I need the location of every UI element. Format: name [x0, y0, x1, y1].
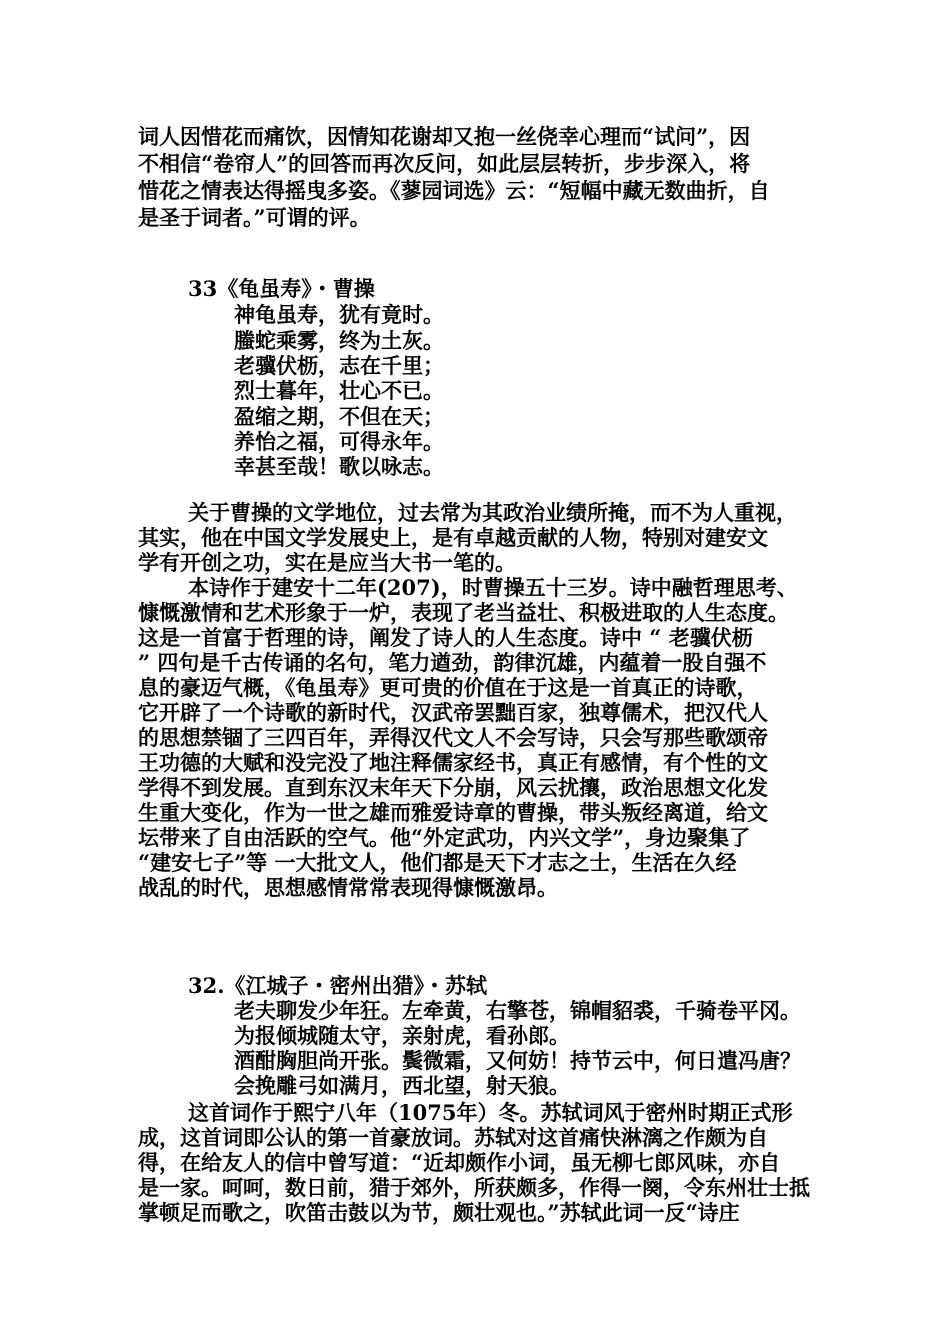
text-line: 惜花之情表达得摇曳多姿。《蓼园词选》云：“短幅中藏无数曲折，自 — [138, 178, 770, 203]
commentary-line: “建安七子”等 一大批文人，他们都是天下才志之士，生活在久经 — [138, 850, 737, 875]
poem-verse: 烈士暮年，壮心不已。 — [234, 378, 444, 403]
commentary-line: 学得不到发展。直到东汉末年天下分崩，风云扰攘，政治思想文化发 — [138, 775, 768, 800]
commentary-line: 生重大变化，作为一世之雄而雅爱诗章的曹操，带头叛经离道，给文 — [138, 800, 768, 825]
poem-verse: 会挽雕弓如满月，西北望，射天狼。 — [234, 1073, 570, 1098]
commentary-line: 慷慨激情和艺术形象于一炉，表现了老当益壮、积极进取的人生态度。 — [138, 600, 789, 625]
text-line: 是圣于词者。”可谓的评。 — [138, 205, 371, 230]
text-line: 不相信“卷帘人”的回答而再次反问，如此层层转折，步步深入，将 — [138, 151, 751, 176]
poem-verse: 酒酣胸胆尚开张。鬓微霜，又何妨！持节云中，何日遣冯唐？ — [234, 1048, 801, 1073]
commentary-line: 其实，他在中国文学发展史上，是有卓越贡献的人物，特别对建安文 — [138, 525, 768, 550]
poem-verse: 神龟虽寿，犹有竟时。 — [234, 302, 444, 327]
commentary-line: 得，在给友人的信中曾写道：“近却颇作小词，虽无柳七郎风味，亦自 — [138, 1150, 781, 1175]
commentary-line: 的思想禁锢了三四百年，弄得汉代文人不会写诗，只会写那些歌颂帝 — [138, 725, 768, 750]
poem-verse: 盈缩之期，不但在天； — [234, 404, 444, 429]
commentary-line: 这首词作于熙宁八年（1075年）冬。苏轼词风于密州时期正式形 — [188, 1100, 793, 1125]
poem-verse: 幸甚至哉！歌以咏志。 — [234, 454, 444, 479]
commentary-line: 掌顿足而歌之，吹笛击鼓以为节，颇壮观也。”苏轼此词一反“诗庄 — [138, 1200, 740, 1225]
commentary-line: 本诗作于建安十二年(207)，时曹操五十三岁。诗中融哲理思考、 — [188, 575, 798, 600]
poem-verse: 老夫聊发少年狂。左牵黄，右擎苍，锦帽貂裘，千骑卷平冈。 — [234, 998, 801, 1023]
commentary-line: 成，这首词即公认的第一首豪放词。苏轼对这首痛快淋漓之作颇为自 — [138, 1125, 768, 1150]
poem-heading: 33《龟虽寿》・曹操 — [188, 276, 375, 301]
commentary-line: 它开辟了一个诗歌的新时代，汉武帝罢黜百家，独尊儒术，把汉代人 — [138, 700, 768, 725]
poem-verse: 养怡之福，可得永年。 — [234, 429, 444, 454]
commentary-line: 这是一首富于哲理的诗，阐发了诗人的人生态度。诗中 “ 老骥伏枥 — [138, 625, 753, 650]
poem-verse: 老骥伏枥，志在千里； — [234, 353, 444, 378]
commentary-line: 战乱的时代，思想感情常常表现得慷慨激昂。 — [138, 875, 558, 900]
text-line: 词人因惜花而痛饮，因情知花谢却又抱一丝侥幸心理而“试问”，因 — [138, 124, 751, 149]
commentary-line: ” 四句是千古传诵的名句，笔力遒劲，韵律沉雄，内蕴着一股自强不 — [138, 650, 767, 675]
commentary-line: 学有开创之功，实在是应当大书一笔的。 — [138, 550, 516, 575]
commentary-line: 息的豪迈气概，《龟虽寿》更可贵的价值在于这是一首真正的诗歌， — [138, 675, 758, 700]
commentary-line: 是一家。呵呵，数日前，猎于郊外，所获颇多，作得一阕，令东州壮士抵 — [138, 1175, 810, 1200]
poem-heading: 32.《江城子・密州出猎》・苏轼 — [188, 973, 488, 998]
commentary-line: 关于曹操的文学地位，过去常为其政治业绩所掩，而不为人重视， — [188, 500, 797, 525]
poem-verse: 为报倾城随太守，亲射虎，看孙郎。 — [234, 1023, 570, 1048]
commentary-line: 王功德的大赋和没完没了地注释儒家经书，真正有感情，有个性的文 — [138, 750, 768, 775]
commentary-line: 坛带来了自由活跃的空气。他“外定武功，内兴文学”，身边聚集了 — [138, 825, 751, 850]
poem-verse: 螣蛇乘雾，终为土灰。 — [234, 328, 444, 353]
